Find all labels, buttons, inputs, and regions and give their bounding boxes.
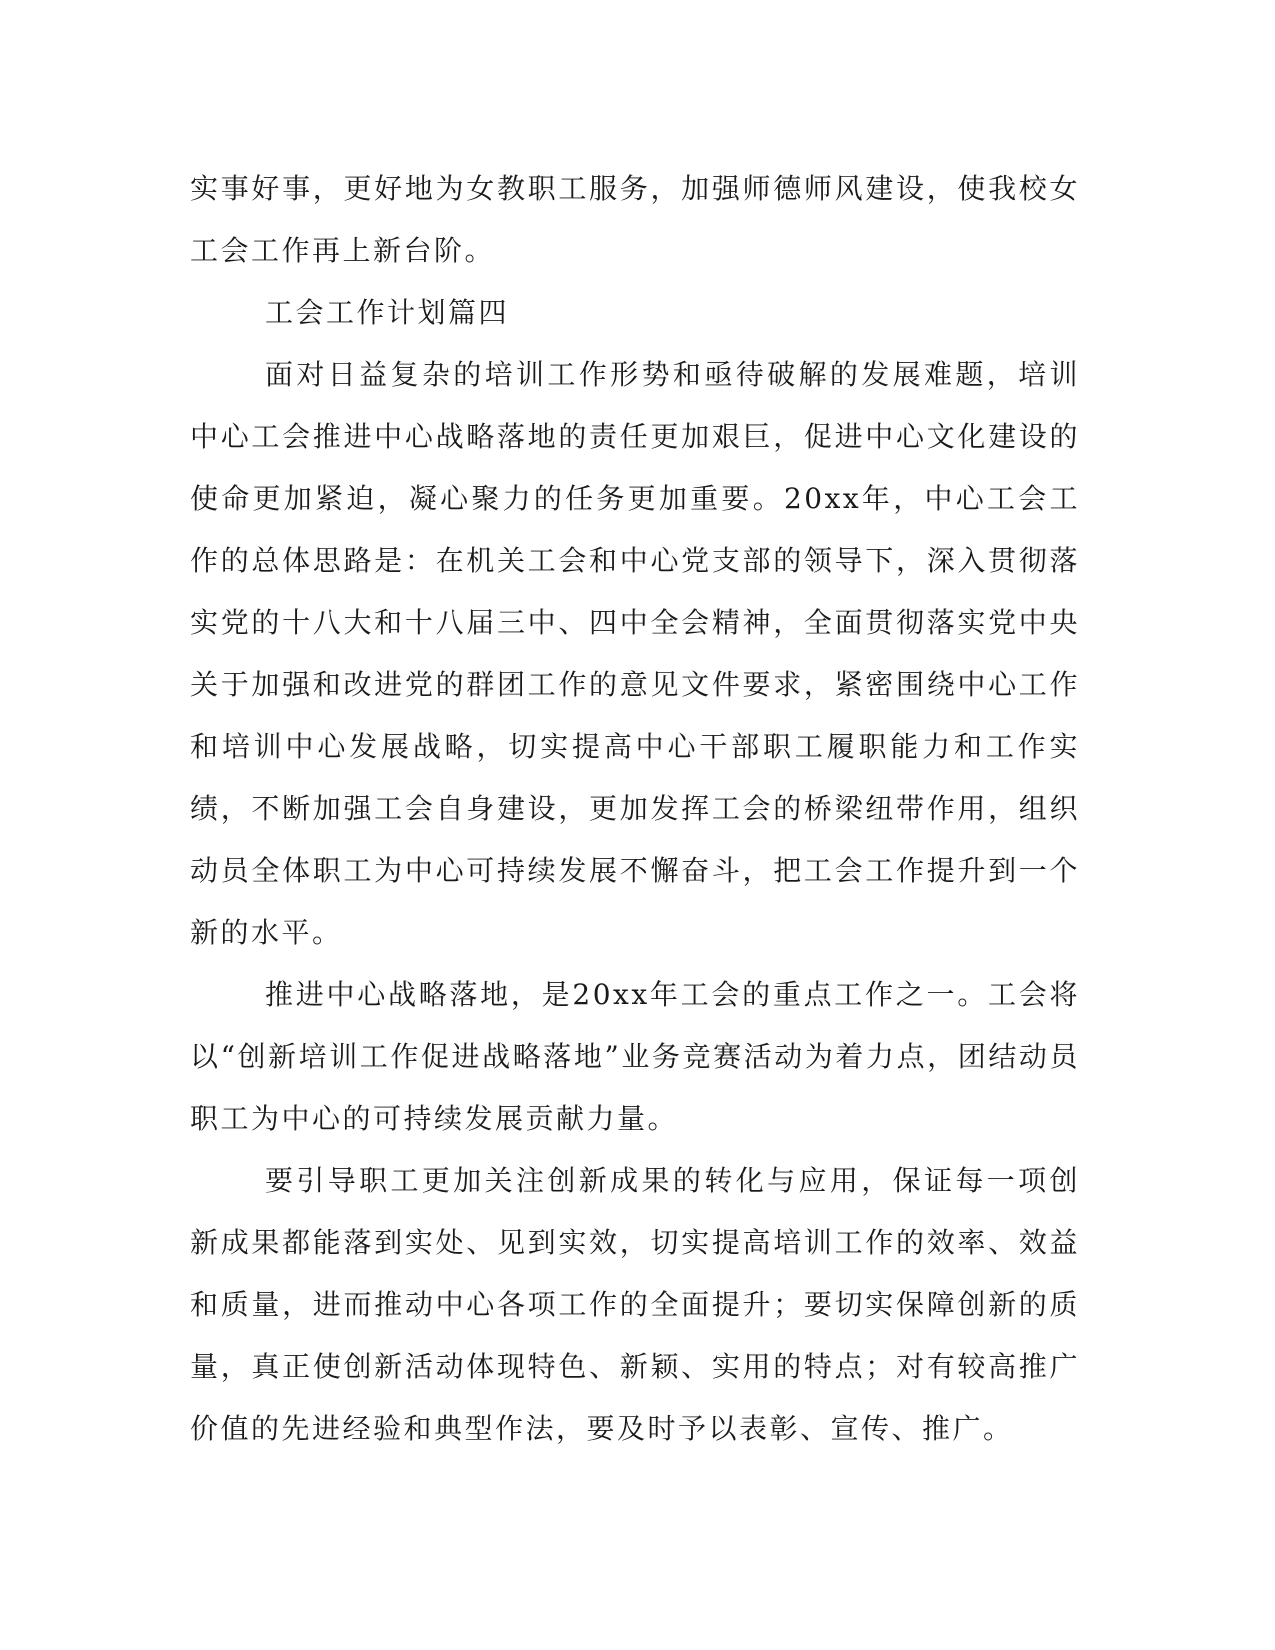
- section-heading: 工会工作计划篇四: [265, 296, 510, 329]
- paragraph-continuation: 实事好事，更好地为女教职工服务，加强师德师风建设，使我校女工会工作再上新台阶。: [190, 172, 1080, 267]
- paragraph-strategy: 推进中心战略落地，是20xx年工会的重点工作之一。工会将以“创新培训工作促进战略落地”业务竞赛活动为着力点，团结动员职工为中心的可持续发展贡献力量。: [190, 978, 1080, 1135]
- paragraph-innovation: 要引导职工更加关注创新成果的转化与应用，保证每一项创新成果都能落到实处、见到实效，切实提高培训工作的效率、效益和质量，进而推动中心各项工作的全面提升；要切实保障创新的质量，真正使创新活动体现特色、新颖、实用的特点；对有较高推广价值的先进经验和典型作法，要及时予以表彰、宣传、推广。: [190, 1164, 1080, 1445]
- paragraph-overview: 面对日益复杂的培训工作形势和亟待破解的发展难题，培训中心工会推进中心战略落地的责任更加艰巨，促进中心文化建设的使命更加紧迫，凝心聚力的任务更加重要。20xx年，中心工会工作的总体思路是：在机关工会和中心党支部的领导下，深入贯彻落实党的十八大和十八届三中、四中全会精神，全面贯彻落实党中央关于加强和改进党的群团工作的意见文件要求，紧密围绕中心工作和培训中心发展战略，切实提高中心干部职工履职能力和工作实绩，不断加强工会自身建设，更加发挥工会的桥梁纽带作用，组织动员全体职工为中心可持续发展不懈奋斗，把工会工作提升到一个新的水平。: [190, 358, 1080, 949]
- document-body: [190, 158, 1080, 1460]
